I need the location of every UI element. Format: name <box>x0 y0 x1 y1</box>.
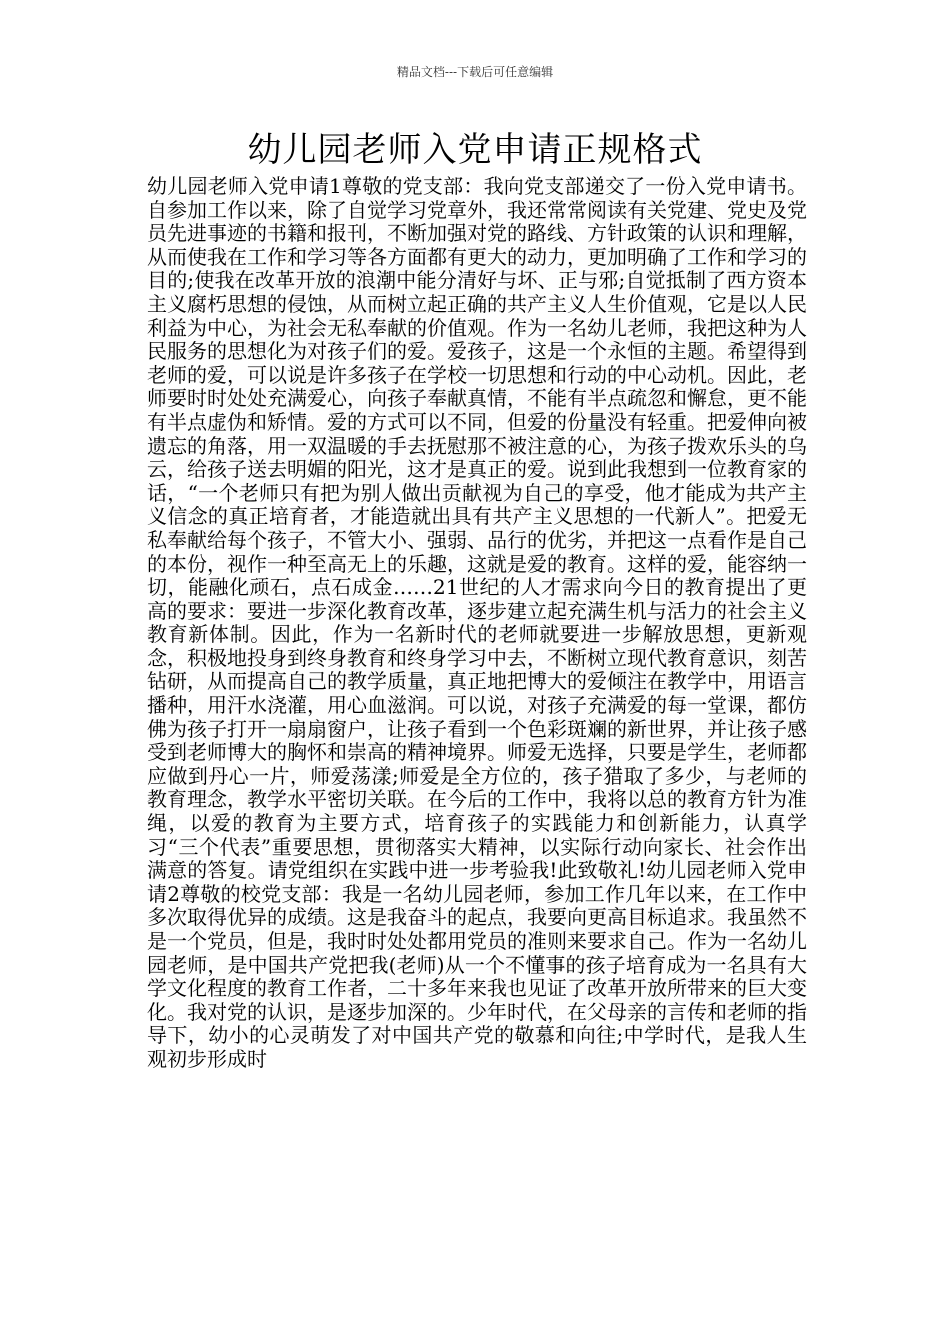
document-body: 幼儿园老师入党申请1尊敬的党支部：我向党支部递交了一份入党申请书。自参加工作以来，除了自觉学习党章外，我还常常阅读有关党建、党史及党员先进事迹的书籍和报刊，不断加强对党的路线、方针政策的认识和理解，从而使我在工作和学习等各方面都有更大的动力，更加明确了工作和学习的目的;使我在改革开放的浪潮中能分清好与坏、正与邪;自觉抵制了西方资本主义腐朽思想的侵蚀，从而树立起正确的共产主义人生价值观，它是以人民利益为中心，为社会无私奉献的价值观。作为一名幼儿老师，我把这种为人民服务的思想化为对孩子们的爱。爱孩子，这是一个永恒的主题。希望得到老师的爱，可以说是许多孩子在学校一切思想和行动的中心动机。因此，老师要时时处处充满爱心，向孩子奉献真情，不能有半点疏忽和懈怠，更不能有半点虚伪和矫情。爱的方式可以不同，但爱的份量没有轻重。把爱伸向被遗忘的角落，用一双温暖的手去抚慰那不被注意的心，为孩子拨欢乐头的乌云，给孩子送去明媚的阳光，这才是真正的爱。说到此我想到一位教育家的话，“一个老师只有把为别人做出贡献视为自己的享受，他才能成为共产主义信念的真正培育者，才能造就出具有共产主义思想的一代新人”。把爱无私奉献给每个孩子，不管大小、强弱、品行的优劣，并把这一点看作是自己的本份，视作一种至高无上的乐趣，这就是爱的教育。这样的爱，能容纳一切，能融化顽石，点石成金……21世纪的人才需求向今日的教育提出了更高的要求：要进一步深化教育改革，逐步建立起充满生机与活力的社会主义教育新体制。因此，作为一名新时代的老师就要进一步解放思想，更新观念，积极地投身到终身教育和终身学习中去，不断树立现代教育意识，刻苦钻研，从而提高自己的教学质量，真正地把博大的爱倾注在教学中，用语言播种，用汗水浇灌，用心血滋润。可以说，对孩子充满爱的每一堂课，都仿佛为孩子打开一扇扇窗户，让孩子看到一个色彩斑斓的新世界，并让孩子感受到老师博大的胸怀和崇高的精神境界。师爱无选择，只要是学生，老师都应做到丹心一片，师爱荡漾;师爱是全方位的，孩子猎取了多少，与老师的教育理念，教学水平密切关联。在今后的工作中，我将以总的教育方针为准绳，以爱的教育为主要方式，培育孩子的实践能力和创新能力，认真学习“三个代表”重要思想，贯彻落实大精神，以实际行动向家长、社会作出满意的答复。请党组织在实践中进一步考验我!此致敬礼!幼儿园老师入党申请2尊敬的校党支部：我是一名幼儿园老师，参加工作几年以来，在工作中多次取得优异的成绩。这是我奋斗的起点，我要向更高目标追求。我虽然不是一个党员，但是，我时时处处都用党员的准则来要求自己。作为一名幼儿园老师，是中国共产党把我(老师)从一个不懂事的孩子培育成为一名具有大学文化程度的教育工作者，二十多年来我也见证了改革开放所带来的巨大变化。我对党的认识，是逐步加深的。少年时代，在父母亲的言传和老师的指导下，幼小的心灵萌发了对中国共产党的敬慕和向往;中学时代，是我人生观初步形成时 <box>147 174 807 1071</box>
document-title: 幼儿园老师入党申请正规格式 <box>247 130 703 170</box>
header-note: 精品文档---下载后可任意编辑 <box>396 65 554 79</box>
